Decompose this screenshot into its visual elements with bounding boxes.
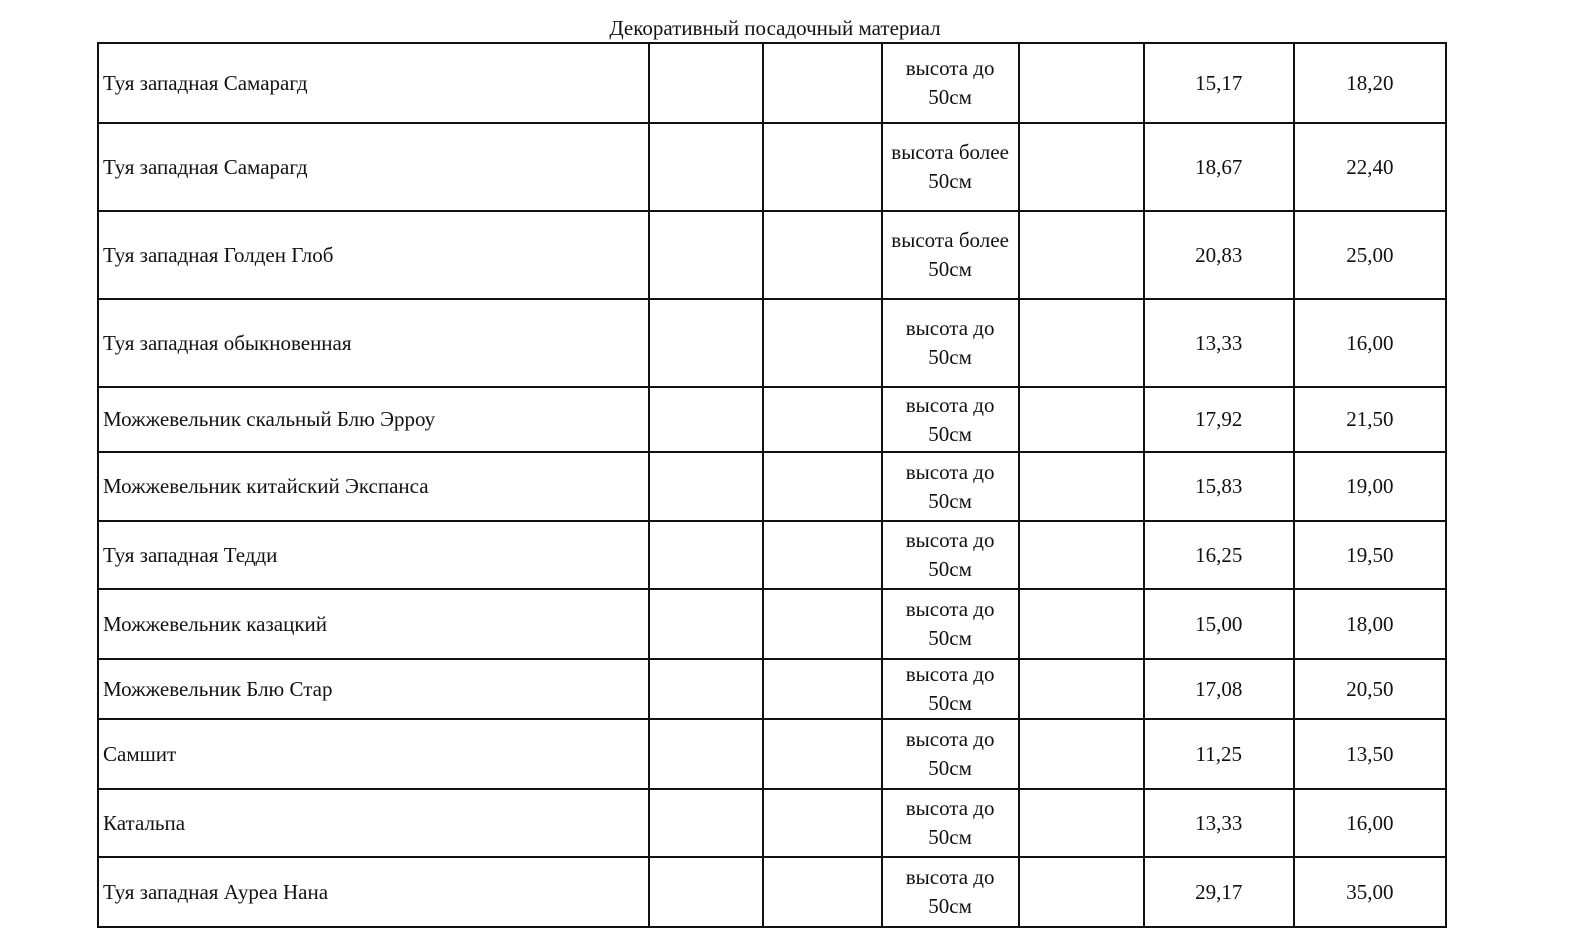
- empty-cell: [649, 857, 763, 927]
- empty-cell: [1019, 659, 1144, 719]
- table-row: [98, 452, 1446, 521]
- item-name-cell: Можжевельник Блю Стар: [98, 659, 649, 719]
- item-name-cell: Туя западная Самарагд: [98, 123, 649, 211]
- empty-cell: [1019, 43, 1144, 123]
- empty-cell: [763, 452, 881, 521]
- price-with-vat-cell: 13,50: [1294, 719, 1446, 789]
- item-name-cell: Можжевельник китайский Экспанса: [98, 452, 649, 521]
- empty-cell: [1019, 452, 1144, 521]
- item-name-cell: Самшит: [98, 719, 649, 789]
- price-cell: 13,33: [1144, 789, 1294, 857]
- empty-cell: [1019, 123, 1144, 211]
- item-name-cell: Туя западная Самарагд: [98, 43, 649, 123]
- size-cell: высота более 50см: [882, 123, 1019, 211]
- item-name-cell: Туя западная обыкновенная: [98, 299, 649, 387]
- empty-cell: [1019, 299, 1144, 387]
- size-cell: высота до 50см: [882, 659, 1019, 719]
- size-cell: высота до 50см: [882, 589, 1019, 659]
- price-cell: 15,00: [1144, 589, 1294, 659]
- empty-cell: [763, 211, 881, 299]
- price-table: [97, 42, 1447, 928]
- item-name-cell: Туя западная Ауреа Нана: [98, 857, 649, 927]
- table-row: [98, 211, 1446, 299]
- empty-cell: [763, 857, 881, 927]
- price-cell: 13,33: [1144, 299, 1294, 387]
- empty-cell: [1019, 589, 1144, 659]
- price-cell: 15,17: [1144, 43, 1294, 123]
- price-with-vat-cell: 18,20: [1294, 43, 1446, 123]
- size-cell: высота до 50см: [882, 387, 1019, 452]
- item-name-cell: Можжевельник казацкий: [98, 589, 649, 659]
- price-with-vat-cell: 16,00: [1294, 299, 1446, 387]
- empty-cell: [649, 452, 763, 521]
- size-cell: высота до 50см: [882, 452, 1019, 521]
- empty-cell: [649, 659, 763, 719]
- table-row: [98, 719, 1446, 789]
- empty-cell: [1019, 387, 1144, 452]
- price-with-vat-cell: 21,50: [1294, 387, 1446, 452]
- price-with-vat-cell: 25,00: [1294, 211, 1446, 299]
- empty-cell: [763, 299, 881, 387]
- price-cell: 29,17: [1144, 857, 1294, 927]
- table-row: [98, 789, 1446, 857]
- empty-cell: [649, 299, 763, 387]
- table-row: [98, 123, 1446, 211]
- price-with-vat-cell: 18,00: [1294, 589, 1446, 659]
- empty-cell: [649, 43, 763, 123]
- empty-cell: [649, 589, 763, 659]
- price-with-vat-cell: 19,50: [1294, 521, 1446, 589]
- table-row: [98, 857, 1446, 927]
- empty-cell: [763, 387, 881, 452]
- size-cell: высота до 50см: [882, 299, 1019, 387]
- table-row: [98, 589, 1446, 659]
- table-row: [98, 521, 1446, 589]
- empty-cell: [649, 521, 763, 589]
- empty-cell: [649, 789, 763, 857]
- table-row: [98, 43, 1446, 123]
- price-with-vat-cell: 22,40: [1294, 123, 1446, 211]
- price-cell: 11,25: [1144, 719, 1294, 789]
- item-name-cell: Катальпа: [98, 789, 649, 857]
- price-cell: 16,25: [1144, 521, 1294, 589]
- empty-cell: [763, 43, 881, 123]
- size-cell: высота до 50см: [882, 521, 1019, 589]
- size-cell: высота до 50см: [882, 857, 1019, 927]
- price-with-vat-cell: 19,00: [1294, 452, 1446, 521]
- price-with-vat-cell: 35,00: [1294, 857, 1446, 927]
- table-row: [98, 659, 1446, 719]
- price-with-vat-cell: 20,50: [1294, 659, 1446, 719]
- size-cell: высота до 50см: [882, 719, 1019, 789]
- price-cell: 18,67: [1144, 123, 1294, 211]
- item-name-cell: Можжевельник скальный Блю Эрроу: [98, 387, 649, 452]
- empty-cell: [1019, 719, 1144, 789]
- empty-cell: [1019, 857, 1144, 927]
- item-name-cell: Туя западная Голден Глоб: [98, 211, 649, 299]
- size-cell: высота до 50см: [882, 789, 1019, 857]
- empty-cell: [1019, 789, 1144, 857]
- empty-cell: [763, 719, 881, 789]
- price-cell: 17,08: [1144, 659, 1294, 719]
- page-title: Декоративный посадочный материал: [609, 16, 941, 40]
- price-with-vat-cell: 16,00: [1294, 789, 1446, 857]
- empty-cell: [649, 387, 763, 452]
- item-name-cell: Туя западная Тедди: [98, 521, 649, 589]
- empty-cell: [763, 123, 881, 211]
- empty-cell: [649, 719, 763, 789]
- price-cell: 17,92: [1144, 387, 1294, 452]
- size-cell: высота до 50см: [882, 43, 1019, 123]
- empty-cell: [649, 211, 763, 299]
- table-row: [98, 299, 1446, 387]
- empty-cell: [763, 589, 881, 659]
- size-cell: высота более 50см: [882, 211, 1019, 299]
- price-cell: 20,83: [1144, 211, 1294, 299]
- empty-cell: [763, 789, 881, 857]
- empty-cell: [649, 123, 763, 211]
- empty-cell: [763, 521, 881, 589]
- empty-cell: [1019, 211, 1144, 299]
- table-row: [98, 387, 1446, 452]
- empty-cell: [763, 659, 881, 719]
- empty-cell: [1019, 521, 1144, 589]
- price-cell: 15,83: [1144, 452, 1294, 521]
